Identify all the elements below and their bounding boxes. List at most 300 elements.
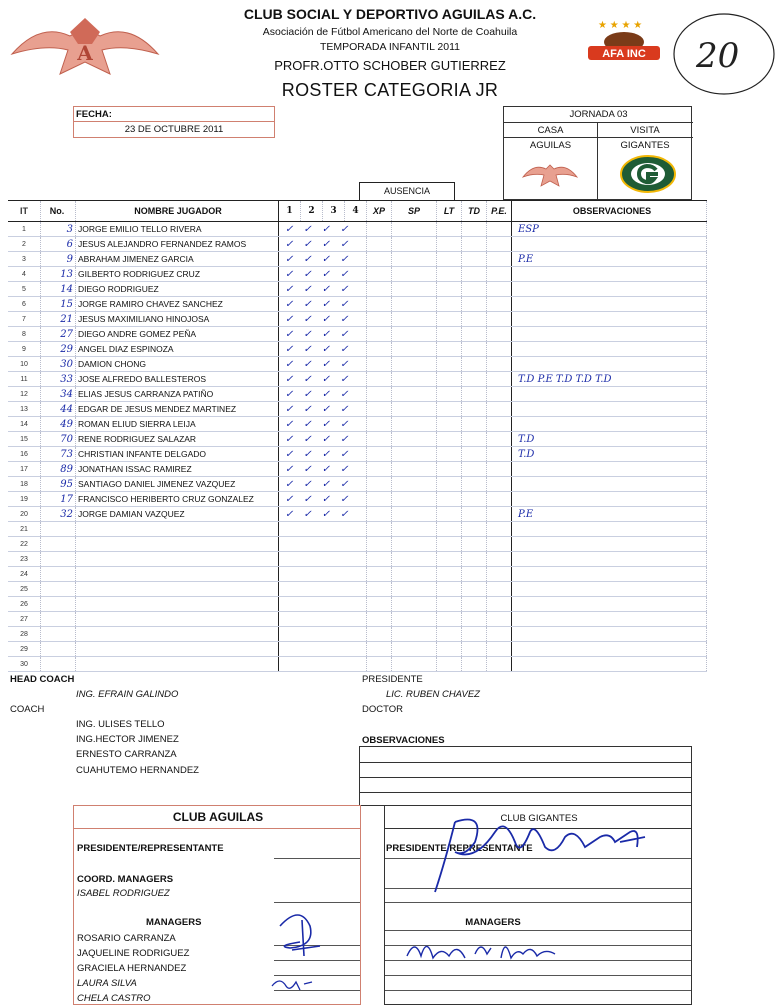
row-number [41, 657, 76, 672]
row-it: 17 [8, 462, 41, 477]
season: TEMPORADA INFANTIL 2011 [319, 41, 461, 53]
row-observaciones [512, 402, 707, 417]
row-observaciones [512, 312, 707, 327]
row-it: 3 [8, 252, 41, 267]
row-lt [437, 582, 462, 597]
table-row [8, 627, 707, 642]
score-circle: 20 [668, 6, 776, 98]
row-player-name [76, 627, 279, 642]
row-lt [437, 477, 462, 492]
row-sp [392, 372, 437, 387]
row-it: 20 [8, 507, 41, 522]
row-player-name: JONATHAN ISSAC RAMIREZ [76, 462, 279, 477]
row-observaciones [512, 327, 707, 342]
row-xp [367, 312, 392, 327]
packers-logo [620, 155, 676, 198]
row-pe [487, 222, 512, 237]
row-sp [392, 282, 437, 297]
row-pe [487, 567, 512, 582]
row-quarter-checks [279, 657, 367, 672]
row-it: 29 [8, 642, 41, 657]
table-row [8, 492, 707, 507]
row-xp [367, 282, 392, 297]
row-it: 19 [8, 492, 41, 507]
aguilas-coord-label: COORD. MANAGERS [77, 874, 174, 885]
row-pe [487, 447, 512, 462]
row-quarter-checks: ✓✓✓✓ [279, 477, 367, 492]
row-quarter-checks: ✓✓✓✓ [279, 237, 367, 252]
row-sp [392, 507, 437, 522]
row-player-name: JORGE RAMIRO CHAVEZ SANCHEZ [76, 297, 279, 312]
row-td [462, 357, 487, 372]
observaciones-label: OBSERVACIONES [362, 735, 445, 746]
row-quarter-checks: ✓✓✓✓ [279, 507, 367, 522]
row-lt [437, 222, 462, 237]
row-lt [437, 237, 462, 252]
row-pe [487, 342, 512, 357]
row-xp [367, 447, 392, 462]
col-q2: 2 [301, 201, 323, 222]
coach-label: COACH [10, 704, 45, 715]
row-number [41, 627, 76, 642]
row-pe [487, 507, 512, 522]
row-sp [392, 357, 437, 372]
row-player-name [76, 657, 279, 672]
row-player-name [76, 597, 279, 612]
row-lt [437, 297, 462, 312]
row-number: 6 [41, 237, 76, 252]
row-lt [437, 312, 462, 327]
row-xp [367, 642, 392, 657]
row-pe [487, 417, 512, 432]
row-lt [437, 537, 462, 552]
col-q4: 4 [345, 201, 367, 222]
row-it: 26 [8, 597, 41, 612]
row-pe [487, 252, 512, 267]
table-row [8, 657, 707, 672]
roster-title: ROSTER CATEGORIA JR [281, 80, 499, 100]
row-it: 7 [8, 312, 41, 327]
head-coach-header: PROFR.OTTO SCHOBER GUTIERREZ [274, 58, 506, 73]
row-it: 28 [8, 627, 41, 642]
row-td [462, 462, 487, 477]
row-td [462, 597, 487, 612]
row-td [462, 402, 487, 417]
row-player-name: ELIAS JESUS CARRANZA PATIÑO [76, 387, 279, 402]
casa-team: AGUILAS [529, 140, 572, 151]
row-observaciones [512, 567, 707, 582]
row-number: 33 [41, 372, 76, 387]
row-quarter-checks [279, 582, 367, 597]
row-number: 17 [41, 492, 76, 507]
row-pe [487, 582, 512, 597]
row-quarter-checks: ✓✓✓✓ [279, 417, 367, 432]
jornada-box [503, 106, 692, 200]
col-q3: 3 [323, 201, 345, 222]
gigantes-president-signature [425, 802, 665, 907]
row-number: 44 [41, 402, 76, 417]
row-it: 10 [8, 357, 41, 372]
row-observaciones: T.D P.E T.D T.D T.D [512, 372, 707, 387]
row-it: 27 [8, 612, 41, 627]
row-it: 9 [8, 342, 41, 357]
row-td [462, 537, 487, 552]
row-xp [367, 237, 392, 252]
row-sp [392, 237, 437, 252]
aguilas-signature [270, 906, 360, 1001]
row-observaciones [512, 657, 707, 672]
row-observaciones: ESP [512, 222, 707, 237]
visita-team: GIGANTES [620, 140, 670, 151]
row-quarter-checks [279, 642, 367, 657]
row-td [462, 267, 487, 282]
row-player-name: ROMAN ELIUD SIERRA LEIJA [76, 417, 279, 432]
row-number: 29 [41, 342, 76, 357]
table-row [8, 297, 707, 312]
table-row [8, 552, 707, 567]
gigantes-managers-label: MANAGERS [465, 917, 521, 928]
row-it: 23 [8, 552, 41, 567]
row-sp [392, 612, 437, 627]
row-quarter-checks [279, 627, 367, 642]
row-td [462, 657, 487, 672]
row-lt [437, 282, 462, 297]
eagle-logo [10, 14, 160, 80]
fecha-value: 23 DE OCTUBRE 2011 [124, 124, 224, 135]
row-it: 21 [8, 522, 41, 537]
row-lt [437, 597, 462, 612]
aguilas-manager-4: LAURA SILVA [77, 978, 137, 989]
row-number [41, 582, 76, 597]
row-pe [487, 282, 512, 297]
table-row [8, 597, 707, 612]
row-pe [487, 522, 512, 537]
row-sp [392, 417, 437, 432]
table-row [8, 522, 707, 537]
row-quarter-checks: ✓✓✓✓ [279, 402, 367, 417]
row-pe [487, 372, 512, 387]
fecha-label: FECHA: [76, 109, 112, 120]
gigantes-presidente-label: PRESIDENTE/REPRESENTANTE [386, 843, 533, 854]
row-td [462, 477, 487, 492]
row-number: 3 [41, 222, 76, 237]
row-player-name: JOSE ALFREDO BALLESTEROS [76, 372, 279, 387]
row-xp [367, 222, 392, 237]
row-it: 1 [8, 222, 41, 237]
row-sp [392, 387, 437, 402]
row-quarter-checks: ✓✓✓✓ [279, 267, 367, 282]
row-observaciones: P.E [512, 507, 707, 522]
row-td [462, 627, 487, 642]
row-number: 89 [41, 462, 76, 477]
table-header-row [8, 201, 707, 222]
jornada-title: JORNADA 03 [569, 109, 628, 120]
row-number: 95 [41, 477, 76, 492]
row-number: 27 [41, 327, 76, 342]
row-lt [437, 402, 462, 417]
row-lt [437, 642, 462, 657]
row-td [462, 522, 487, 537]
row-pe [487, 402, 512, 417]
table-row [8, 447, 707, 462]
table-row [8, 312, 707, 327]
row-player-name: DIEGO RODRIGUEZ [76, 282, 279, 297]
row-lt [437, 552, 462, 567]
row-pe [487, 297, 512, 312]
row-td [462, 297, 487, 312]
table-row [8, 417, 707, 432]
row-sp [392, 327, 437, 342]
row-number [41, 612, 76, 627]
row-player-name: RENE RODRIGUEZ SALAZAR [76, 432, 279, 447]
col-name: NOMBRE JUGADOR [76, 201, 279, 222]
row-xp [367, 402, 392, 417]
row-number: 30 [41, 357, 76, 372]
row-xp [367, 567, 392, 582]
row-pe [487, 387, 512, 402]
row-sp [392, 222, 437, 237]
head-coach-label: HEAD COACH [10, 674, 75, 685]
table-row [8, 507, 707, 522]
row-quarter-checks [279, 612, 367, 627]
table-row [8, 387, 707, 402]
row-pe [487, 492, 512, 507]
row-xp [367, 327, 392, 342]
row-lt [437, 387, 462, 402]
row-player-name: JORGE EMILIO TELLO RIVERA [76, 222, 279, 237]
table-row [8, 642, 707, 657]
row-td [462, 327, 487, 342]
club-aguilas-box [73, 805, 361, 1005]
row-number [41, 522, 76, 537]
row-pe [487, 537, 512, 552]
row-it: 4 [8, 267, 41, 282]
row-lt [437, 252, 462, 267]
row-xp [367, 612, 392, 627]
row-it: 12 [8, 387, 41, 402]
row-observaciones [512, 552, 707, 567]
row-sp [392, 312, 437, 327]
row-td [462, 252, 487, 267]
row-it: 8 [8, 327, 41, 342]
row-quarter-checks: ✓✓✓✓ [279, 252, 367, 267]
row-player-name: DAMION CHONG [76, 357, 279, 372]
row-number: 70 [41, 432, 76, 447]
row-it: 11 [8, 372, 41, 387]
row-lt [437, 432, 462, 447]
row-sp [392, 402, 437, 417]
row-player-name: EDGAR DE JESUS MENDEZ MARTINEZ [76, 402, 279, 417]
ausencia-header: AUSENCIA [359, 182, 455, 200]
row-sp [392, 267, 437, 282]
row-observaciones: T.D [512, 432, 707, 447]
row-quarter-checks: ✓✓✓✓ [279, 492, 367, 507]
row-player-name [76, 642, 279, 657]
row-quarter-checks: ✓✓✓✓ [279, 282, 367, 297]
aguilas-managers-label: MANAGERS [146, 917, 202, 928]
table-row [8, 372, 707, 387]
row-td [462, 237, 487, 252]
row-quarter-checks [279, 567, 367, 582]
col-observaciones: OBSERVACIONES [512, 201, 707, 222]
row-player-name [76, 537, 279, 552]
row-pe [487, 642, 512, 657]
row-sp [392, 582, 437, 597]
svg-text:AFA INC: AFA INC [602, 48, 646, 60]
row-pe [487, 597, 512, 612]
row-number: 14 [41, 282, 76, 297]
presidente-label: PRESIDENTE [362, 674, 423, 685]
row-number: 32 [41, 507, 76, 522]
row-pe [487, 357, 512, 372]
row-lt [437, 327, 462, 342]
row-it: 2 [8, 237, 41, 252]
row-td [462, 447, 487, 462]
row-player-name: SANTIAGO DANIEL JIMENEZ VAZQUEZ [76, 477, 279, 492]
col-no: No. [41, 201, 76, 222]
row-td [462, 312, 487, 327]
row-quarter-checks: ✓✓✓✓ [279, 432, 367, 447]
svg-text:A: A [77, 41, 93, 65]
row-player-name: DIEGO ANDRE GOMEZ PEÑA [76, 327, 279, 342]
row-it: 25 [8, 582, 41, 597]
table-row [8, 222, 707, 237]
row-sp [392, 462, 437, 477]
row-observaciones [512, 417, 707, 432]
row-pe [487, 237, 512, 252]
row-observaciones [512, 597, 707, 612]
row-td [462, 372, 487, 387]
row-pe [487, 552, 512, 567]
row-sp [392, 477, 437, 492]
row-xp [367, 357, 392, 372]
table-row [8, 237, 707, 252]
row-lt [437, 267, 462, 282]
row-player-name [76, 552, 279, 567]
row-sp [392, 627, 437, 642]
row-it: 30 [8, 657, 41, 672]
aguilas-manager-2: JAQUELINE RODRIGUEZ [77, 948, 190, 959]
table-row [8, 612, 707, 627]
row-number: 34 [41, 387, 76, 402]
row-sp [392, 597, 437, 612]
row-pe [487, 477, 512, 492]
row-observaciones [512, 537, 707, 552]
row-it: 16 [8, 447, 41, 462]
row-xp [367, 522, 392, 537]
row-it: 18 [8, 477, 41, 492]
row-pe [487, 267, 512, 282]
row-observaciones [512, 477, 707, 492]
row-lt [437, 447, 462, 462]
row-xp [367, 597, 392, 612]
table-row [8, 342, 707, 357]
row-player-name: FRANCISCO HERIBERTO CRUZ GONZALEZ [76, 492, 279, 507]
aguilas-coord-name: ISABEL RODRIGUEZ [77, 888, 170, 899]
row-sp [392, 297, 437, 312]
table-row [8, 327, 707, 342]
club-gigantes-box [384, 805, 692, 1005]
row-observaciones [512, 612, 707, 627]
casa-label: CASA [537, 125, 564, 136]
row-pe [487, 312, 512, 327]
row-xp [367, 432, 392, 447]
row-quarter-checks: ✓✓✓✓ [279, 387, 367, 402]
gigantes-manager-signature [405, 928, 565, 973]
row-observaciones [512, 237, 707, 252]
afa-logo [584, 16, 664, 64]
row-xp [367, 267, 392, 282]
club-title: CLUB SOCIAL Y DEPORTIVO AGUILAS A.C. [243, 6, 537, 22]
row-td [462, 222, 487, 237]
row-xp [367, 417, 392, 432]
row-number [41, 567, 76, 582]
row-sp [392, 642, 437, 657]
row-it: 13 [8, 402, 41, 417]
row-xp [367, 477, 392, 492]
row-player-name [76, 522, 279, 537]
table-row [8, 282, 707, 297]
row-observaciones [512, 492, 707, 507]
row-xp [367, 507, 392, 522]
club-gigantes-title: CLUB GIGANTES [500, 813, 578, 824]
row-observaciones: P.E [512, 252, 707, 267]
row-lt [437, 417, 462, 432]
row-observaciones [512, 522, 707, 537]
club-aguilas-title: CLUB AGUILAS [172, 810, 264, 824]
row-pe [487, 657, 512, 672]
table-row [8, 267, 707, 282]
row-number: 15 [41, 297, 76, 312]
row-player-name: GILBERTO RODRIGUEZ CRUZ [76, 267, 279, 282]
row-td [462, 642, 487, 657]
row-td [462, 417, 487, 432]
row-pe [487, 432, 512, 447]
row-pe [487, 612, 512, 627]
row-observaciones: T.D [512, 447, 707, 462]
row-sp [392, 522, 437, 537]
row-number [41, 552, 76, 567]
row-td [462, 342, 487, 357]
roster-table [8, 200, 707, 672]
row-quarter-checks: ✓✓✓✓ [279, 327, 367, 342]
row-number: 21 [41, 312, 76, 327]
table-row [8, 462, 707, 477]
table-row [8, 537, 707, 552]
row-xp [367, 387, 392, 402]
table-row [8, 582, 707, 597]
coach-1: ING. ULISES TELLO [76, 719, 165, 730]
row-td [462, 552, 487, 567]
row-player-name: ABRAHAM JIMENEZ GARCIA [76, 252, 279, 267]
row-it: 24 [8, 567, 41, 582]
row-observaciones [512, 462, 707, 477]
row-number [41, 642, 76, 657]
row-quarter-checks: ✓✓✓✓ [279, 357, 367, 372]
col-lt: LT [437, 201, 462, 222]
eagle-small-logo [522, 159, 578, 192]
row-quarter-checks [279, 552, 367, 567]
row-td [462, 432, 487, 447]
row-player-name: CHRISTIAN INFANTE DELGADO [76, 447, 279, 462]
association-name: Asociación de Fútbol Americano del Norte de Coahuila [262, 26, 518, 38]
row-xp [367, 537, 392, 552]
coach-3: ERNESTO CARRANZA [76, 749, 177, 760]
aguilas-presidente-label: PRESIDENTE/REPRESENTANTE [77, 843, 224, 854]
row-it: 14 [8, 417, 41, 432]
row-td [462, 387, 487, 402]
row-sp [392, 252, 437, 267]
